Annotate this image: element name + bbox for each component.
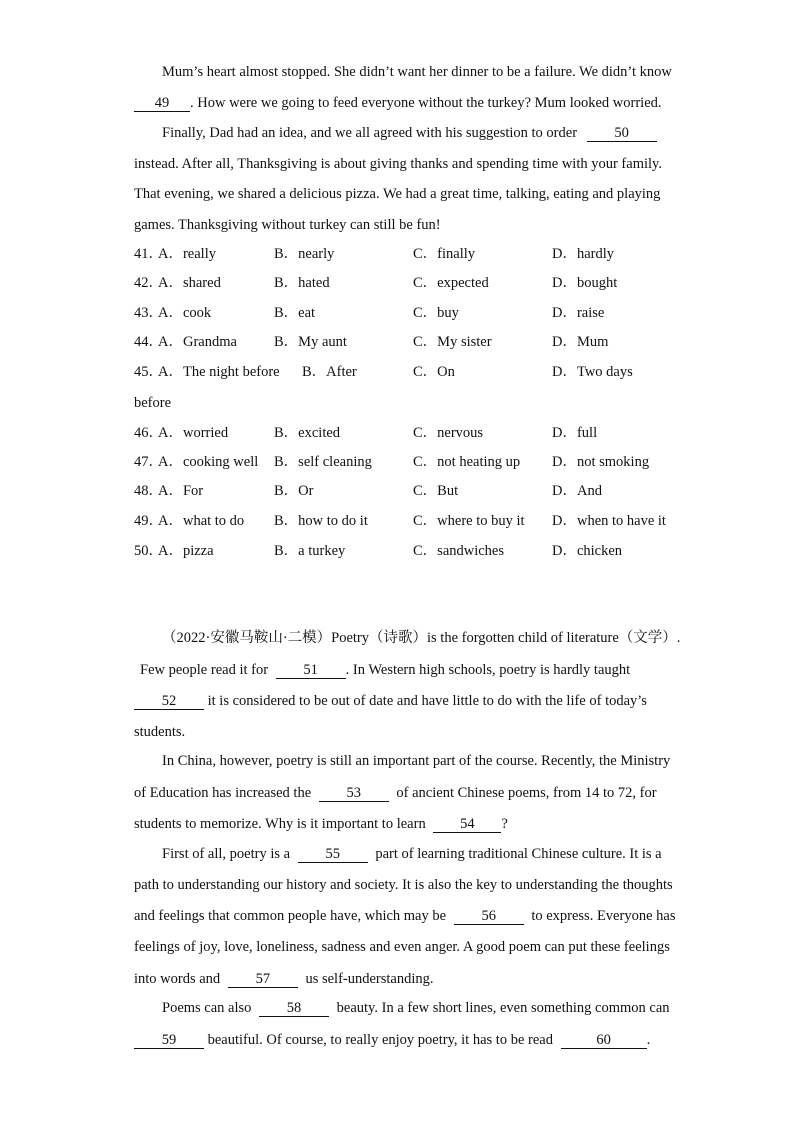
option-a: A．Grandma (158, 334, 237, 350)
option-d: D．And (552, 483, 602, 499)
question-43 (134, 304, 694, 322)
option-a: A．For (158, 483, 204, 499)
passage1-line (162, 63, 672, 81)
question-47 (134, 453, 694, 471)
passage2-line (134, 876, 673, 894)
question-42 (134, 274, 694, 292)
option-a: A．cook (158, 305, 212, 321)
text-span: （2022·安徽马鞍山·二模）Poetry（诗歌）is the forgotten child of literature（文学）. (162, 630, 681, 646)
text-span: students. (134, 724, 186, 740)
text-span: before (134, 395, 172, 411)
question-number: 50． (134, 543, 163, 559)
passage2-line (134, 692, 647, 710)
question-number: 49． (134, 513, 163, 529)
option-c: C．finally (413, 246, 476, 262)
text-span: students to memorize. Why is it important to learn (134, 816, 426, 832)
text-span: of Education has increased the (134, 785, 312, 801)
passage2-line (134, 815, 508, 833)
text-span: part of learning traditional Chinese culture. It is a (375, 846, 662, 862)
passage1-line (134, 155, 662, 173)
option-d: D．chicken (552, 543, 623, 559)
passage2-line (134, 907, 675, 925)
text-span: and feelings that common people have, which may be (134, 908, 447, 924)
passage1-line (134, 216, 441, 234)
option-d: D．Two days (552, 364, 633, 380)
option-d: D．not smoking (552, 454, 650, 470)
option-d: D．raise (552, 305, 605, 321)
text-span: beauty. In a few short lines, even something common can (336, 1000, 670, 1016)
blank-58: 58 (259, 1000, 329, 1017)
text-span: In China, however, poetry is still an important part of the course. Recently, the Ministry (162, 753, 671, 769)
option-b: B．how to do it (274, 513, 368, 529)
option-b: B．excited (274, 425, 341, 441)
text-span: it is considered to be out of date and have little to do with the life of today’s (207, 693, 647, 709)
option-a: A．shared (158, 275, 221, 291)
option-b: B．After (302, 364, 357, 380)
option-a: A．what to do (158, 513, 245, 529)
blank-49: 49 (134, 95, 190, 112)
text-span: feelings of joy, love, loneliness, sadness and even anger. A good poem can put these feelings (134, 939, 670, 955)
text-span: beautiful. Of course, to really enjoy poetry, it has to be read (207, 1032, 553, 1048)
blank-52: 52 (134, 693, 204, 710)
blank-51: 51 (276, 662, 346, 679)
passage2-line (162, 752, 670, 770)
option-a: A．pizza (158, 543, 214, 559)
question-number: 42． (134, 275, 163, 291)
text-span: . How were we going to feed everyone without the turkey? Mum looked worried. (190, 95, 662, 111)
text-span: games. Thanksgiving without turkey can still be fun! (134, 217, 441, 233)
passage2-line (134, 1031, 650, 1049)
blank-55: 55 (298, 846, 368, 863)
text-span: . (646, 1032, 651, 1048)
option-d: D．when to have it (552, 513, 666, 529)
text-span: into words and (134, 971, 221, 987)
option-c: C．where to buy it (413, 513, 525, 529)
passage2-line (140, 661, 630, 679)
option-c: C．But (413, 483, 459, 499)
question-49 (134, 512, 694, 530)
option-d: D．bought (552, 275, 618, 291)
question-44 (134, 333, 694, 351)
option-c: C．nervous (413, 425, 484, 441)
question-45-wrap (134, 394, 171, 412)
text-span: ? (501, 816, 508, 832)
text-span: instead. After all, Thanksgiving is about giving thanks and spending time with your family. (134, 156, 662, 172)
option-c: C．expected (413, 275, 489, 291)
option-d: D．full (552, 425, 598, 441)
option-c: C．buy (413, 305, 459, 321)
text-span: of ancient Chinese poems, from 14 to 72, for (396, 785, 657, 801)
text-span: That evening, we shared a delicious pizza. We had a great time, talking, eating and playing (134, 186, 661, 202)
option-c: C．On (413, 364, 455, 380)
question-number: 41． (134, 246, 163, 262)
question-45 (134, 363, 694, 381)
text-span: First of all, poetry is a (162, 846, 291, 862)
passage1-line (134, 185, 660, 203)
blank-57: 57 (228, 971, 298, 988)
passage1-line (134, 94, 662, 112)
question-number: 43． (134, 305, 163, 321)
option-b: B．self cleaning (274, 454, 372, 470)
blank-53: 53 (319, 785, 389, 802)
passage2-line (134, 784, 657, 802)
option-b: B．My aunt (274, 334, 347, 350)
text-span: Few people read it for (140, 662, 269, 678)
passage1-line (162, 124, 657, 142)
text-span: us self-understanding. (305, 971, 434, 987)
text-span: Finally, Dad had an idea, and we all agreed with his suggestion to order (162, 125, 578, 141)
passage2-line (134, 970, 434, 988)
option-b: B．nearly (274, 246, 335, 262)
question-48 (134, 482, 694, 500)
question-number: 48． (134, 483, 163, 499)
text-span: Mum’s heart almost stopped. She didn’t want her dinner to be a failure. We didn’t know (162, 64, 672, 80)
question-number: 47． (134, 454, 163, 470)
blank-59: 59 (134, 1032, 204, 1049)
blank-54: 54 (433, 816, 501, 833)
blank-60: 60 (561, 1032, 647, 1049)
option-a: A．The night before (158, 364, 280, 380)
option-d: D．Mum (552, 334, 609, 350)
question-number: 46． (134, 425, 163, 441)
option-a: A．worried (158, 425, 229, 441)
option-b: B．hated (274, 275, 330, 291)
option-c: C．sandwiches (413, 543, 505, 559)
blank-50: 50 (587, 125, 657, 142)
text-span: Poems can also (162, 1000, 252, 1016)
option-b: B．a turkey (274, 543, 346, 559)
passage2-line (134, 723, 185, 741)
option-b: B．Or (274, 483, 314, 499)
option-b: B．eat (274, 305, 316, 321)
passage2-line (162, 999, 670, 1017)
passage2-line (162, 845, 662, 863)
blank-56: 56 (454, 908, 524, 925)
option-d: D．hardly (552, 246, 615, 262)
option-a: A．really (158, 246, 216, 262)
question-number: 44． (134, 334, 163, 350)
text-span: to express. Everyone has (531, 908, 676, 924)
passage2-line (134, 938, 670, 956)
option-c: C．My sister (413, 334, 492, 350)
text-span: path to understanding our history and society. It is also the key to understanding the thoughts (134, 877, 673, 893)
question-46 (134, 424, 694, 442)
text-span: . In Western high schools, poetry is hardly taught (345, 662, 631, 678)
option-c: C．not heating up (413, 454, 521, 470)
question-41 (134, 245, 694, 263)
passage2-line (162, 629, 680, 647)
question-50 (134, 542, 694, 560)
option-a: A．cooking well (158, 454, 259, 470)
question-number: 45． (134, 364, 163, 380)
